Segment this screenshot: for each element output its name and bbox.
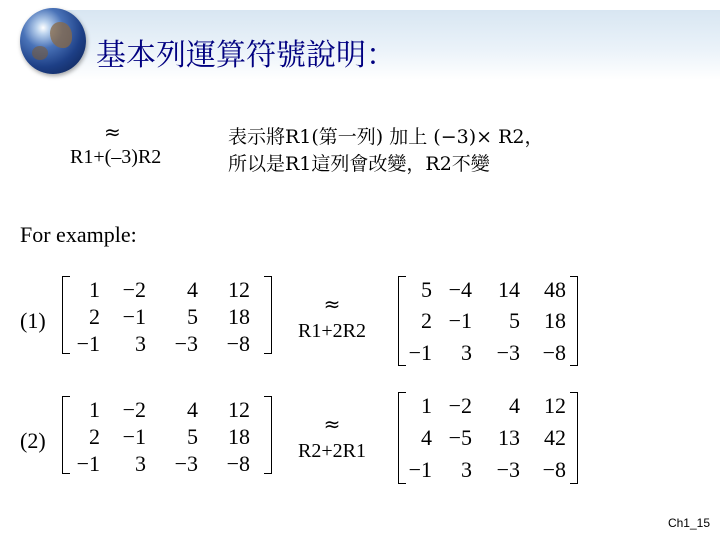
matrix-cell: −1 — [76, 331, 100, 356]
matrix-cell: 18 — [544, 308, 566, 334]
matrix-cell: −8 — [542, 339, 566, 365]
matrix-cell: 3 — [461, 339, 472, 365]
example-2-label: (2) — [20, 428, 46, 453]
example-1-operation-text: R1+2R2 — [298, 320, 366, 342]
explanation-line-2: 所以是R1這列會改變，R2不變 — [228, 153, 490, 175]
matrix-cell: −1 — [408, 339, 432, 365]
matrix-cell: 4 — [187, 397, 198, 422]
matrix-cell: 2 — [421, 308, 432, 334]
matrix-cell: −3 — [496, 457, 520, 482]
example-1-operation — [272, 292, 392, 343]
matrix-cell: 18 — [228, 424, 250, 449]
matrix-cell: 14 — [498, 277, 520, 302]
matrix-cell: −1 — [448, 308, 472, 334]
matrix-cell: −4 — [448, 277, 472, 302]
example-1-matrix-right — [398, 276, 578, 366]
matrix-cell: 5 — [421, 277, 432, 302]
matrix-cell: −3 — [496, 339, 520, 365]
example-1-matrix-left — [62, 276, 272, 354]
matrix-cell: −2 — [122, 397, 146, 422]
matrix-cell: 4 — [187, 277, 198, 302]
matrix-cell: 3 — [461, 457, 472, 482]
slide-title: 基本列運算符號說明： — [96, 38, 396, 73]
matrix-cell: 4 — [421, 425, 432, 450]
matrix-cell: 3 — [135, 451, 146, 476]
matrix-cell: 13 — [498, 425, 520, 450]
matrix-cell: −3 — [174, 451, 198, 476]
matrix-cell: −1 — [122, 304, 146, 329]
matrix-cell: 12 — [228, 277, 250, 302]
globe-icon — [20, 8, 86, 74]
example-2-matrix-right — [398, 392, 578, 484]
page-number: Ch1_15 — [667, 516, 710, 530]
matrix-cell: 2 — [89, 304, 100, 329]
matrix-cell: −2 — [448, 393, 472, 418]
example-1-label: (1) — [20, 308, 46, 333]
matrix-cell: 3 — [135, 331, 146, 356]
approx-symbol: ≈ — [104, 120, 121, 144]
example-1-approx-symbol: ≈ — [323, 292, 341, 316]
matrix-cell: −5 — [448, 425, 472, 450]
operation-label: R1+(–3)R2 — [70, 146, 162, 168]
matrix-cell: 42 — [544, 425, 566, 450]
matrix-cell: 2 — [89, 424, 100, 449]
example-2-operation — [272, 412, 392, 463]
matrix-cell: −3 — [174, 331, 198, 356]
matrix-cell: −8 — [542, 457, 566, 482]
matrix-cell: −8 — [226, 451, 250, 476]
matrix-cell: 1 — [89, 277, 100, 302]
matrix-cell: −2 — [122, 277, 146, 302]
matrix-cell: −1 — [76, 451, 100, 476]
matrix-cell: −1 — [408, 457, 432, 482]
matrix-cell: 4 — [509, 393, 520, 418]
matrix-cell: 5 — [187, 304, 198, 329]
example-2-operation-text: R2+2R1 — [298, 440, 366, 462]
example-2-matrix-left — [62, 396, 272, 474]
explanation-line-1: 表示將R1(第一列) 加上 (−3)× R2， — [228, 126, 544, 148]
matrix-cell: 1 — [89, 397, 100, 422]
matrix-cell: −8 — [226, 331, 250, 356]
matrix-cell: 1 — [421, 393, 432, 418]
matrix-cell: 5 — [187, 424, 198, 449]
example-label: For example: — [20, 222, 137, 247]
matrix-cell: 48 — [544, 277, 566, 302]
matrix-cell: −1 — [122, 424, 146, 449]
matrix-cell: 12 — [544, 393, 566, 418]
matrix-cell: 12 — [228, 397, 250, 422]
explanation-text — [228, 124, 544, 178]
matrix-cell: 5 — [509, 308, 520, 334]
example-2-approx-symbol: ≈ — [323, 412, 341, 436]
matrix-cell: 18 — [228, 304, 250, 329]
